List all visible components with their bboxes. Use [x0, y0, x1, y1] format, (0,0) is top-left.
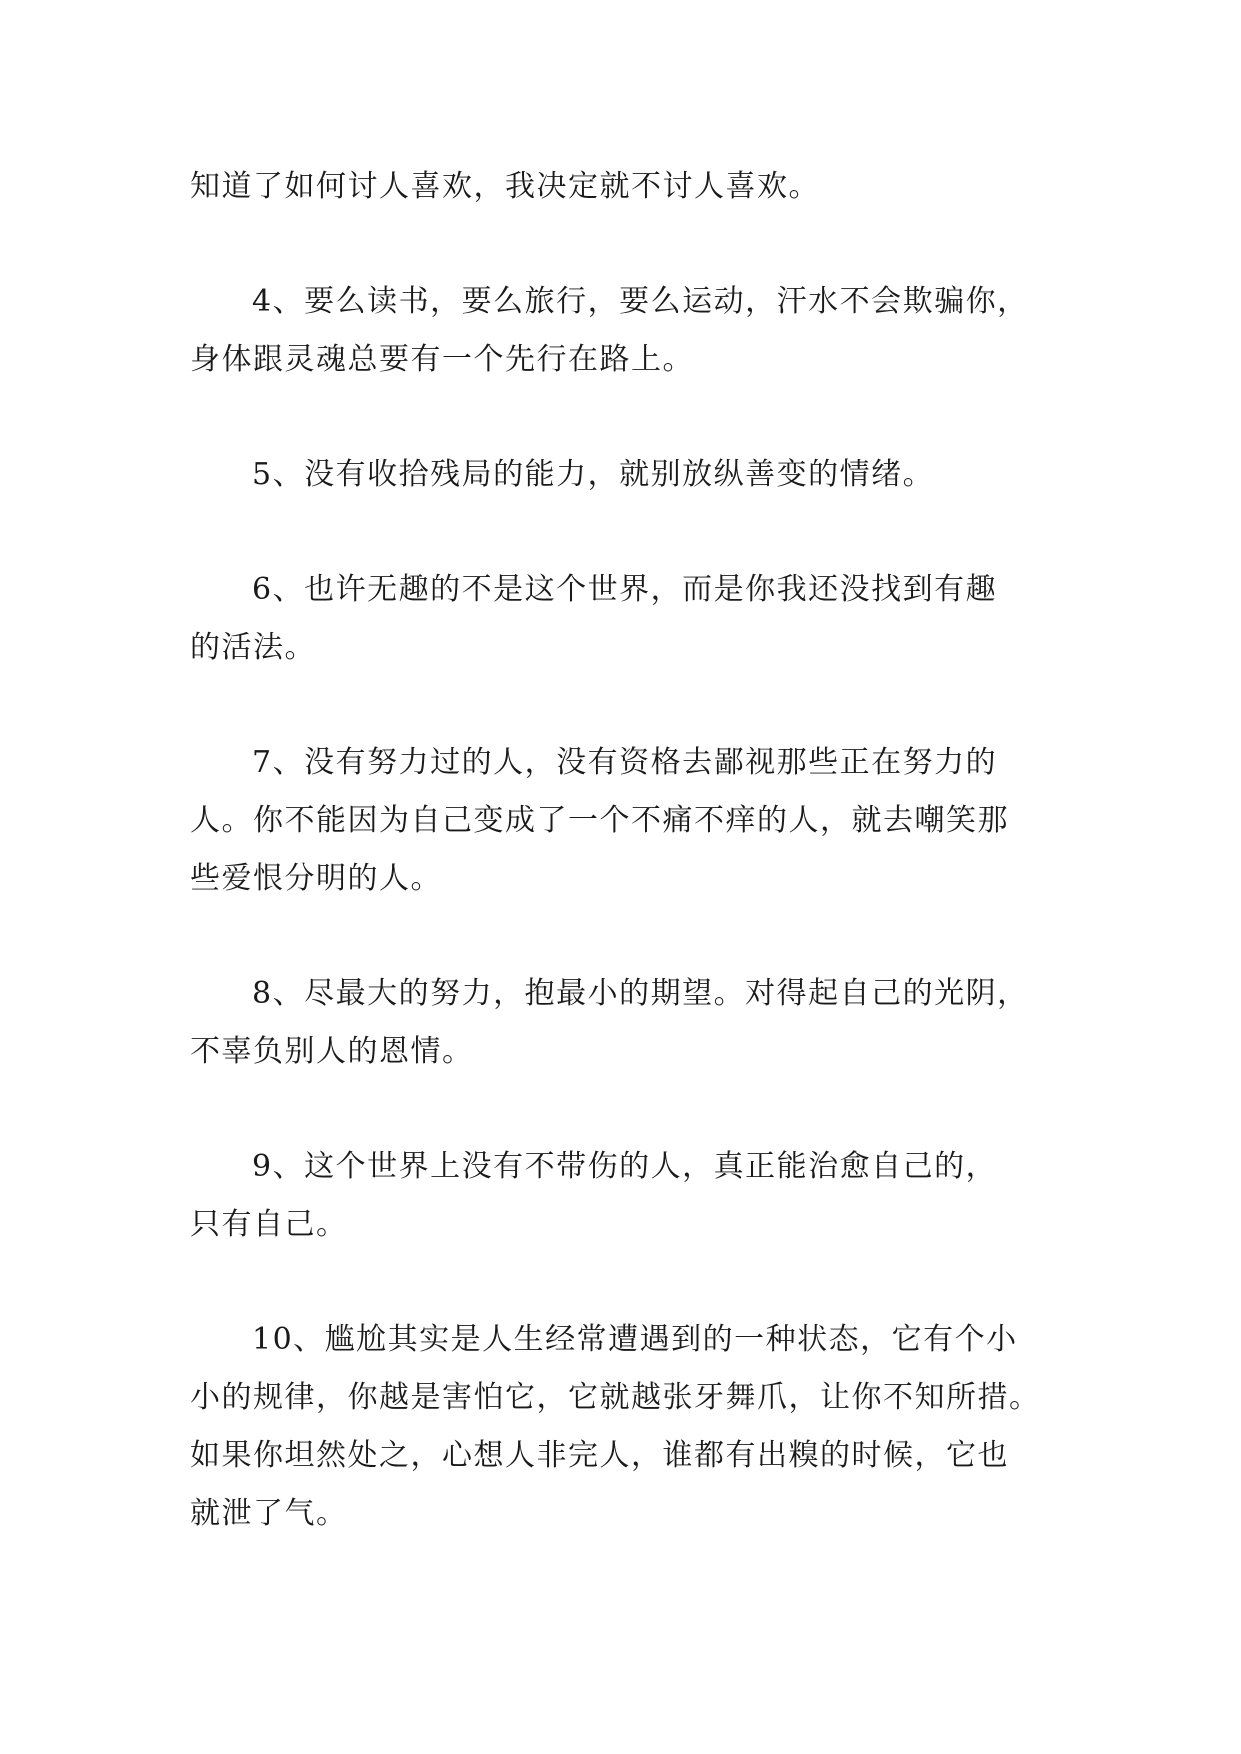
paragraph-item-7: 7、没有努力过的人，没有资格去鄙视那些正在努力的 人。你不能因为自己变成了一个不痛不痒的人，就去嘲笑那 些爱恨分明的人。 [190, 745, 1009, 896]
paragraph-item-5: 5、没有收拾残局的能力，就别放纵善变的情绪。 [252, 457, 935, 492]
paragraph-item-4: 4、要么读书，要么旅行，要么运动，汗水不会欺骗你， 身体跟灵魂总要有一个先行在路上。 [190, 284, 1029, 377]
paragraph-continuation: 知道了如何讨人喜欢，我决定就不讨人喜欢。 [190, 169, 820, 204]
paragraph-item-9: 9、这个世界上没有不带伤的人，真正能治愈自己的， 只有自己。 [190, 1149, 998, 1242]
paragraph-item-10: 10、尴尬其实是人生经常遭遇到的一种状态，它有个小 小的规律，你越是害怕它，它就越张牙舞爪，让你不知所措。 如果你坦然处之，心想人非完人，谁都有出糗的时候，它也 就泄了气。 [190, 1322, 1041, 1531]
paragraph-item-6: 6、也许无趣的不是这个世界，而是你我还没找到有趣 的活法。 [190, 572, 998, 665]
paragraph-item-8: 8、尽最大的努力，抱最小的期望。对得起自己的光阴， 不辜负别人的恩情。 [190, 976, 1029, 1069]
document-body [190, 158, 1060, 1600]
